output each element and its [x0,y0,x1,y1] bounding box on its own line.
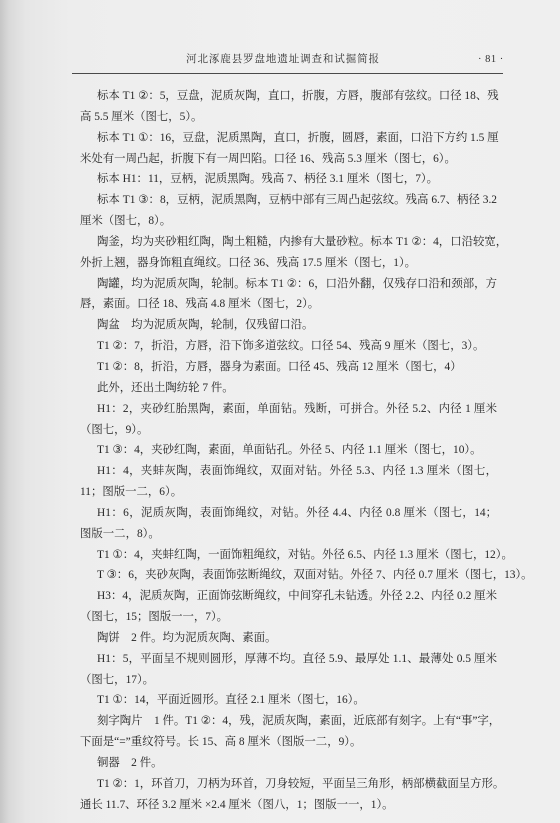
paragraph-line: T1 ③：4，夹砂红陶，素面，单面钻孔。外径 5、内径 1.1 厘米（图七，10）。 [97,444,482,457]
paragraph [80,545,513,566]
paragraph [80,336,497,357]
paragraph [80,169,497,190]
paragraph-line: 陶饼 2 件。均为泥质灰陶、素面。 [97,631,277,644]
paragraph [80,190,497,232]
paragraph-line: H1：5，平面呈不规则圆形，厚薄不均。直径 5.9、最厚处 1.1、最薄处 0.5 厘米 [97,652,497,665]
paragraph-line: 标本 H1：11，豆柄，泥质黑陶。残高 7、柄径 3.1 厘米（图七，7）。 [97,173,438,186]
paragraph [80,315,497,336]
paragraph [80,399,497,441]
paragraph [80,86,497,128]
paragraph-line: 陶盆 均为泥质灰陶，轮制，仅残留口沿。 [97,319,314,332]
paragraph-line: H1：4，夹蚌灰陶，表面饰绳纹，双面对钻。外径 5.3、内径 1.3 厘米（图七， [97,465,497,478]
paragraph [80,274,497,316]
paragraph-line: 通长 11.7、环径 3.2 厘米 ×2.4 厘米（图八，1；图版一一，1）。 [80,798,394,811]
paragraph-line: （图七，9）。 [80,423,149,436]
paragraph-line: 图版一二，8）。 [80,527,160,540]
paragraph-line: 铜器 2 件。 [97,757,163,769]
paragraph [80,711,501,753]
paragraph-line: T1 ①：4，夹蚌红陶，一面饰粗绳纹，对钻。外径 6.5、内径 1.3 厘米（图七，12）。 [97,548,513,561]
paragraph [80,128,497,170]
paragraph [80,586,497,628]
paragraph-line: 陶罐，均为泥质灰陶，轮制。标本 T1 ②：6，口沿外翻，仅残存口沿和颈部，方 [97,277,497,290]
paragraph [80,565,533,586]
paragraph [80,753,497,774]
page-number: · 81 · [478,54,504,65]
paragraph-line: 唇，素面。口径 18、残高 4.8 厘米（图七，2）。 [80,298,320,311]
header-rule [72,73,503,74]
paragraph-line: （图七，17）。 [80,673,155,686]
paragraph-line: 标本 T1 ①：16，豆盘，泥质黑陶，直口，折腹，圆唇，素面，口沿下方约 1.5 厘 [97,131,499,144]
paragraph-line: T ③：6，夹砂灰陶，表面饰弦断绳纹，双面对钻。外径 7、内径 0.7 厘米（图七，13）。 [97,569,533,582]
paragraph-line: 刻字陶片 1 件。T1 ②：4，残，泥质灰陶，素面，近底部有刻字。上有“事”字， [97,715,501,728]
running-head-title: 河北涿鹿县罗盘地遗址调查和试掘简报 [186,54,380,65]
paragraph-line: 厘米（图七，8）。 [80,215,172,228]
paragraph-line: 11；图版一二，6）。 [80,486,183,499]
paragraph-line: 米处有一周凸起，折腹下有一周凹陷。口径 16、残高 5.3 厘米（图七，6）。 [80,152,456,165]
paragraph-line: T1 ①：14，平面近圆形。直径 2.1 厘米（图七，16）。 [97,694,365,707]
paragraph-line: 陶釜，均为夹砂粗红陶，陶土粗糙，内掺有大量砂粒。标本 T1 ②：4，口沿较宽， [97,235,508,248]
paragraph-line: H3：4，泥质灰陶，正面饰弦断绳纹，中间穿孔未钻透。外径 2.2、内径 0.2 厘米 [97,590,497,603]
paragraph-line: H1：2，夹砂红胎黑陶，素面，单面钻。残断，可拼合。外径 5.2、内径 1 厘米 [97,402,497,415]
paragraph-line: H1：6，泥质灰陶，表面饰绳纹，对钻。外径 4.4、内径 0.8 厘米（图七，14； [97,506,497,519]
paragraph-line: 高 5.5 厘米（图七，5）。 [80,110,203,123]
paragraph [80,503,497,545]
paragraph [80,461,497,503]
paragraph-line: 下面是“=”重纹符号。长 15、高 8 厘米（图版一二，9）。 [80,736,362,749]
paragraph [80,649,497,691]
paragraph-line: （图七，15；图版一一，7）。 [80,611,229,624]
paragraph [80,628,497,649]
body-text [80,86,533,816]
paragraph [80,690,497,711]
paragraph-line: 标本 T1 ③：8，豆柄，泥质黑陶，豆柄中部有三周凸起弦纹。残高 6.7、柄径 3.2 [97,194,497,207]
paragraph-line: T1 ②：1，环首刀，刀柄为环首，刀身较短，平面呈三角形，柄部横截面呈方形。 [97,777,505,790]
paragraph-line: 此外，还出土陶纺轮 7 件。 [97,381,234,394]
paragraph [80,357,497,378]
paragraph [80,378,497,399]
paragraph-line: T1 ②：7，折沿，方唇，沿下饰多道弦纹。口径 54、残高 9 厘米（图七，3）。 [97,340,485,353]
paragraph-line: T1 ②：8，折沿，方唇，器身为素面。口径 45、残高 12 厘米（图七，4） [97,360,462,373]
paragraph [80,440,497,461]
paragraph [80,232,508,274]
paragraph-line: 外折上翘，器身饰粗直绳纹。口径 36、残高 17.5 厘米（图七，1）。 [80,256,417,269]
paragraph-line: 标本 T1 ②：5，豆盘，泥质灰陶，直口，折腹，方唇，腹部有弦纹。口径 18、残 [97,90,499,102]
paragraph [80,774,505,816]
